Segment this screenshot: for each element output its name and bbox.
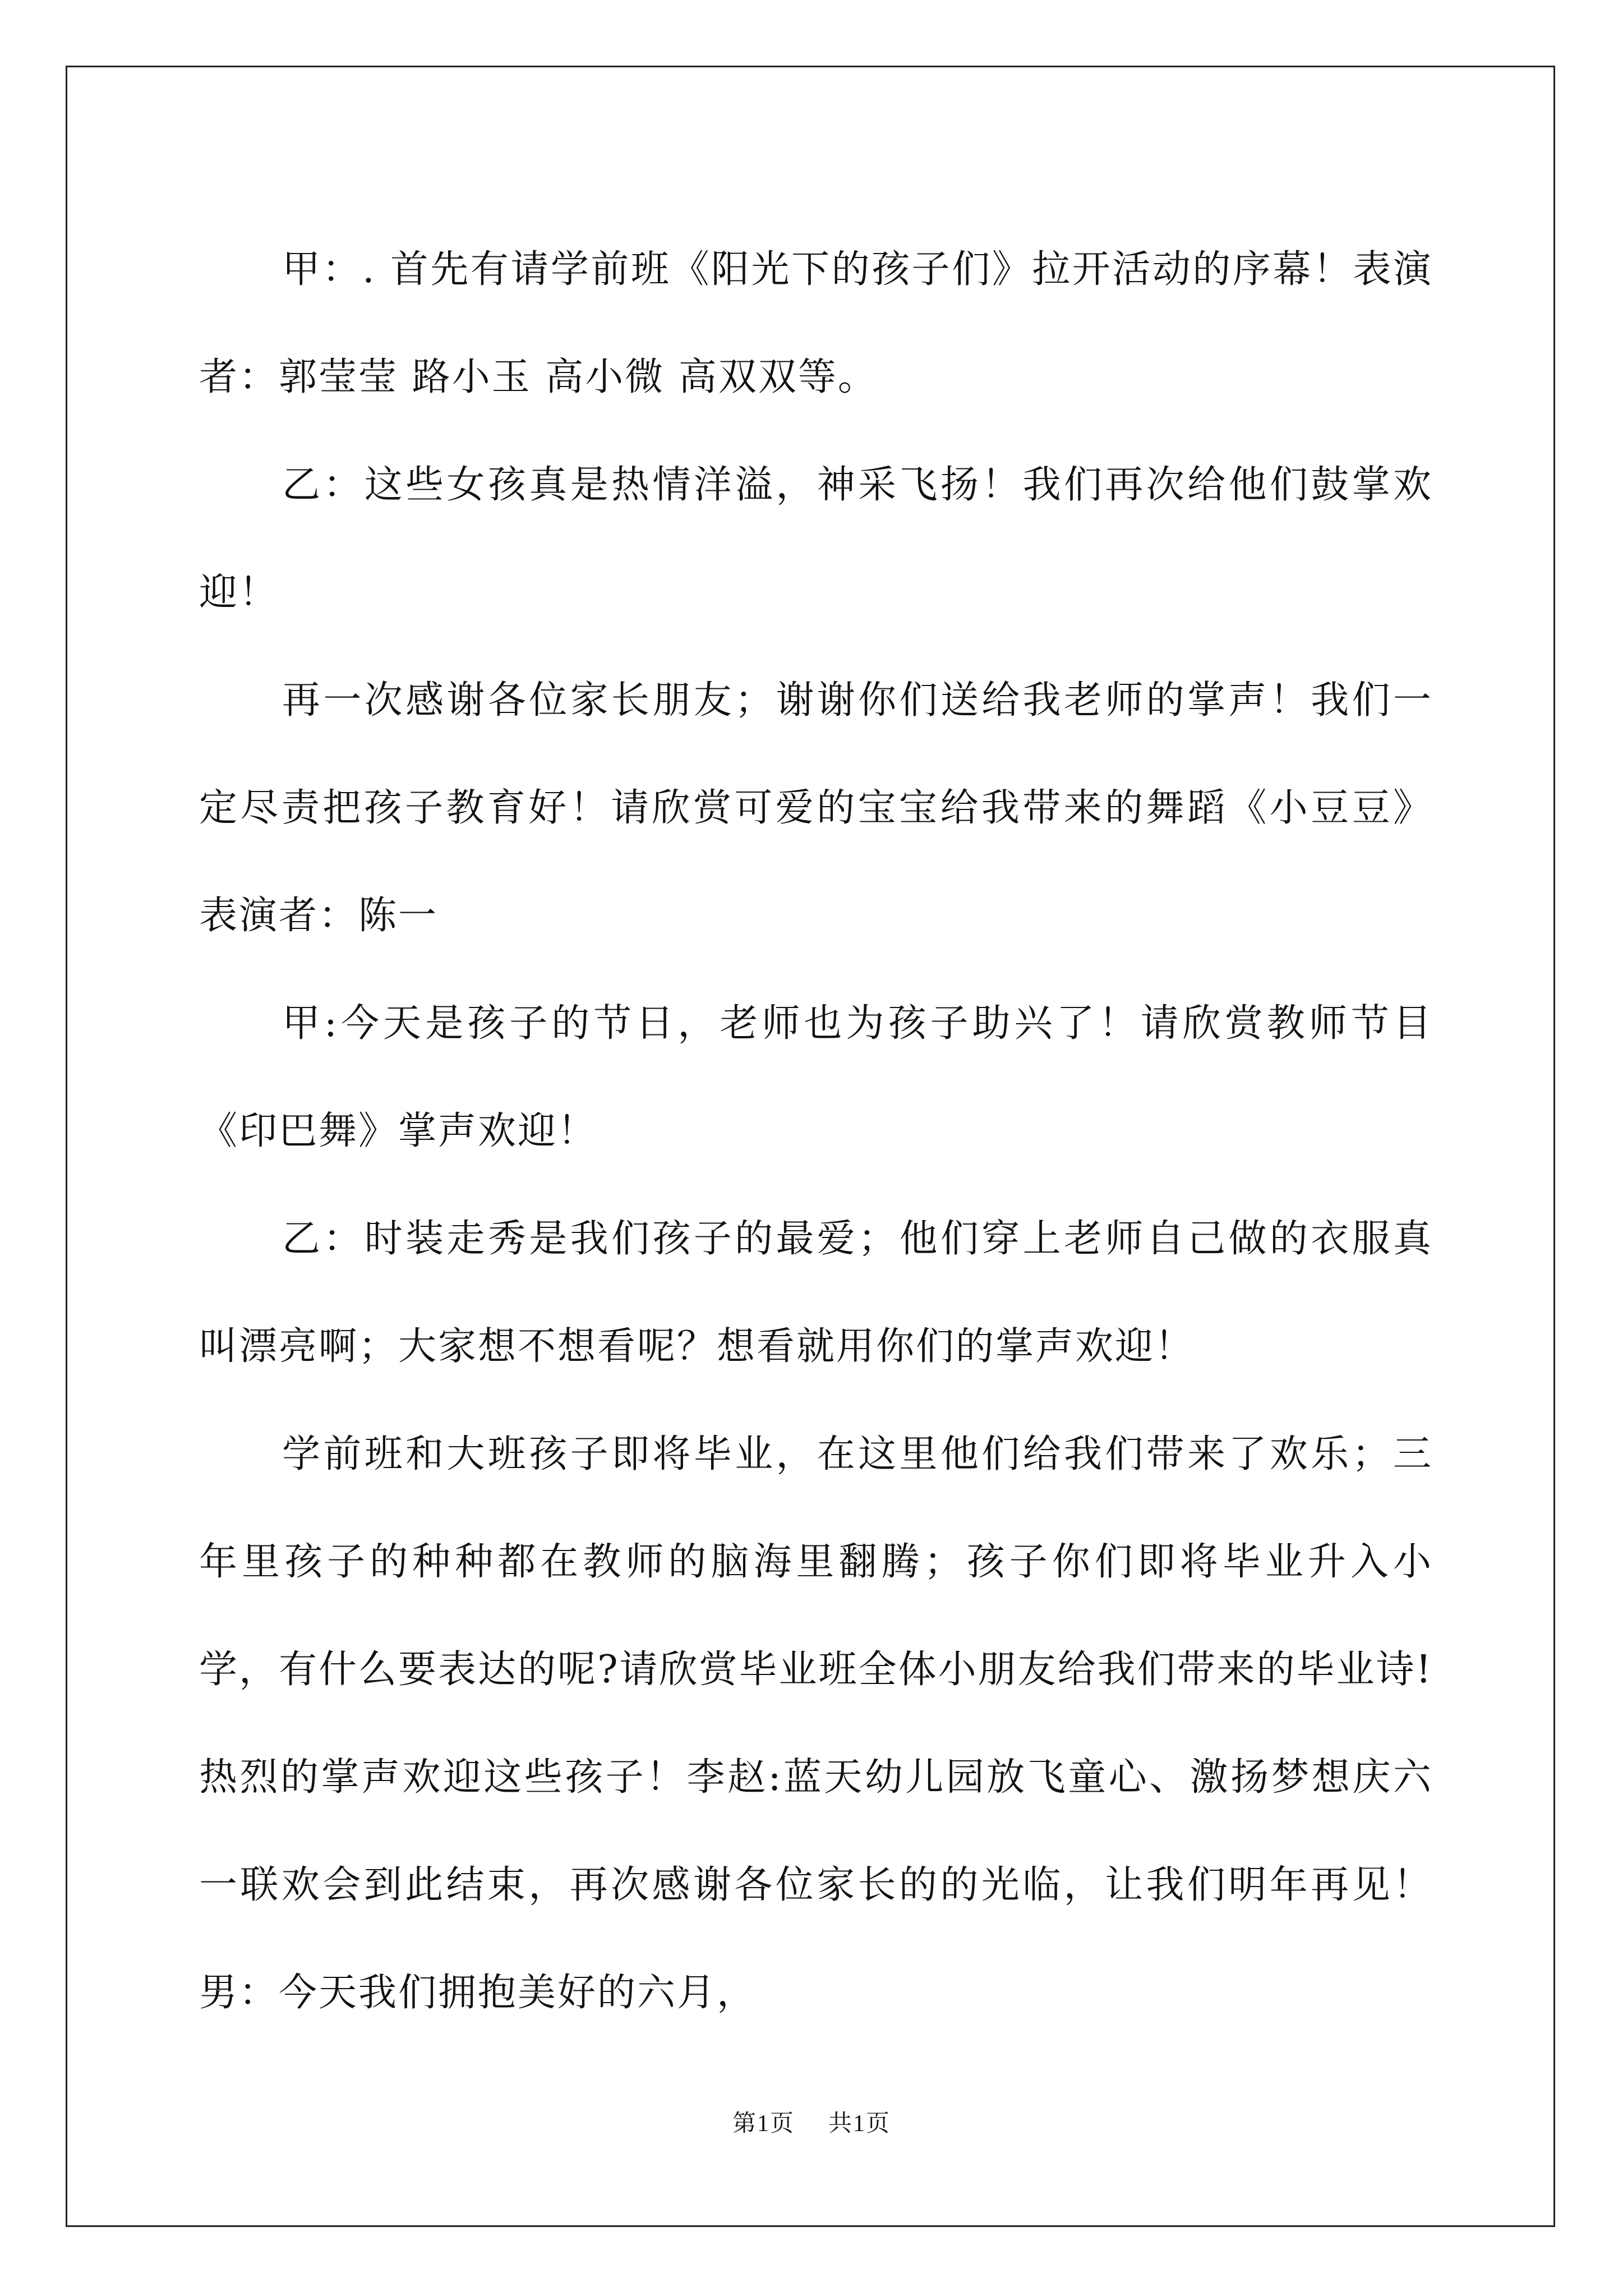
paragraph-5: 乙：时装走秀是我们孩子的最爱；他们穿上老师自己做的衣服真叫漂亮啊；大家想不想看呢？想看就用你们的掌声欢迎！: [199, 1217, 1433, 1369]
document-body: [199, 216, 1433, 2047]
paragraph-1: 甲：. 首先有请学前班《阳光下的孩子们》拉开活动的序幕！表演者：郭莹莹 路小玉 高小微 高双双等。: [199, 247, 1433, 399]
page-number: 第1页: [732, 2111, 795, 2137]
paragraph-2: 乙：这些女孩真是热情洋溢，神采飞扬！我们再次给他们鼓掌欢迎！: [199, 463, 1433, 615]
paragraph-6: 学前班和大班孩子即将毕业，在这里他们给我们带来了欢乐；三年里孩子的种种都在教师的脑海里翻腾；孩子你们即将毕业升入小学，有什么要表达的呢?请欣赏毕业班全体小朋友给我们带来的毕业诗!热烈的掌声欢迎这些孩子！李赵:蓝天幼儿园放飞童心、激扬梦想庆六一联欢会到此结束，再次感谢各位家长的的光临，让我们明年再见！男：今天我们拥抱美好的六月，: [199, 1432, 1433, 2015]
page-footer: [0, 2105, 1623, 2138]
paragraph-3: 再一次感谢各位家长朋友；谢谢你们送给我老师的掌声！我们一定尽责把孩子教育好！请欣赏可爱的宝宝给我带来的舞蹈《小豆豆》表演者：陈一: [199, 678, 1433, 938]
paragraph-4: 甲:今天是孩子的节日，老师也为孩子助兴了！请欣赏教师节目《印巴舞》掌声欢迎！: [199, 1001, 1433, 1153]
page-total: 共1页: [828, 2111, 891, 2137]
